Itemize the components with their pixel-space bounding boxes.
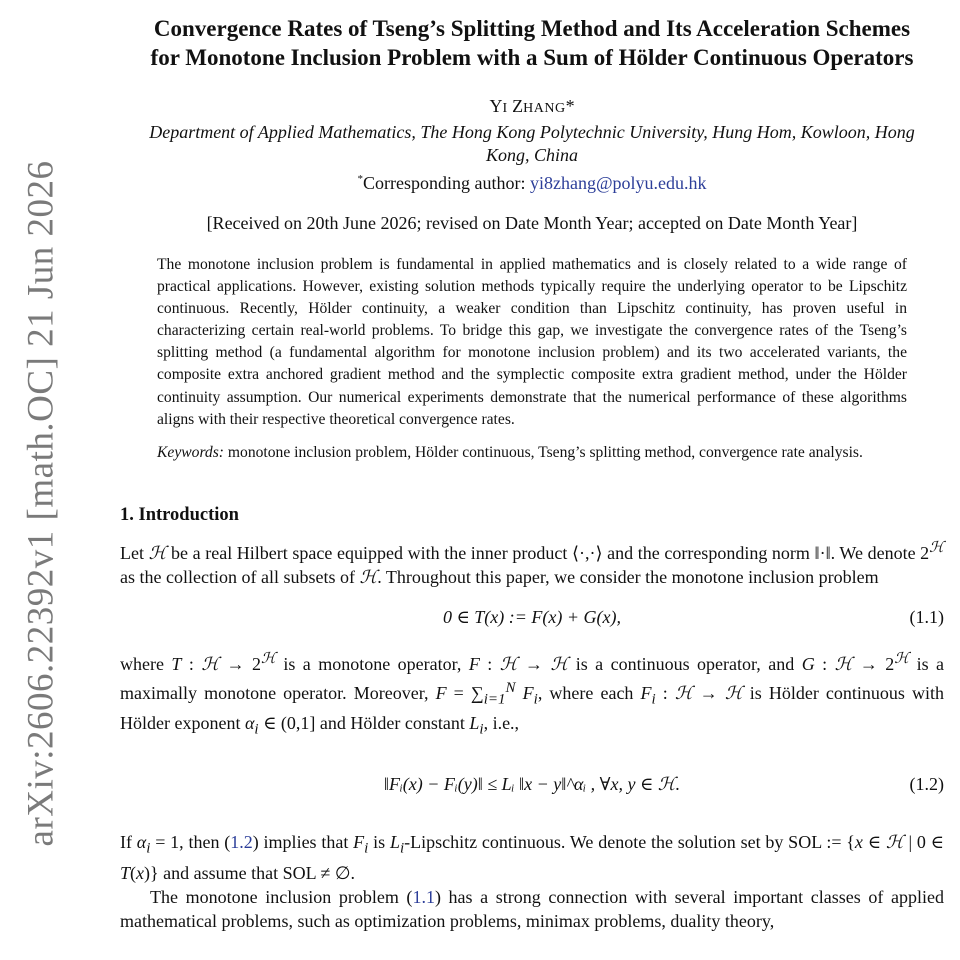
ref-eq-1-1[interactable]: 1.1 [412, 886, 435, 907]
arxiv-identifier: arXiv:2606.22392v1 [math.OC] 21 Jun 2026 [20, 160, 62, 846]
keywords [157, 442, 907, 464]
equation-1-2 [120, 768, 944, 808]
email-link[interactable]: yi8zhang@polyu.edu.hk [529, 173, 707, 193]
keywords-label: Keywords: [157, 443, 224, 461]
section-heading-introduction: 1. Introduction [120, 504, 239, 525]
equation-1-2-number: (1.2) [909, 774, 944, 795]
equation-1-2-body: ‖Fᵢ(x) − Fᵢ(y)‖ ≤ Lᵢ ‖x − y‖^αᵢ , ∀x, y ∈ ℋ. [383, 774, 681, 795]
author-name: YI ZHANG* [489, 96, 575, 116]
equation-1-1-body: 0 ∈ T(x) := F(x) + G(x), [442, 606, 622, 627]
intro-paragraph-3: If $\alpha_i = 1$, then (1.2) implies that $F_i$ is $L_i$-Lipschitz continuous. We denote the solution set by SOL := {x ∈ ℋ | 0 ∈ T(x)} and assume that SOL ≠ ∅. [120, 832, 944, 883]
received-dates: [Received on 20th June 2026; revised on Date Month Year; accepted on Date Month Year] [206, 213, 858, 233]
affiliation: Department of Applied Mathematics, The Hong Kong Polytechnic University, Hung Hom, Kowloon, Hong Kong, China [149, 122, 915, 165]
paper-title [120, 14, 944, 72]
corresponding-author: *Corresponding author: yi8zhang@polyu.edu.hk [357, 173, 707, 193]
intro-paragraph-2: where T : ℋ → $2^ℋ$ is a monotone operator, F : ℋ → ℋ is a continuous operator, and G : ℋ → $2^ℋ$ is a maximally monotone operator. Moreover, $F = \sum_{i=1}^N$ $F_i$, where each $F_i$ : ℋ → ℋ is Hölder continuous with Hölder exponent $\alpha_i$ ∈ (0,1] and Hölder constant $L_i$, i.e., [120, 650, 945, 739]
equation-1-1-number: (1.1) [909, 606, 944, 627]
intro-paragraph-4: The monotone inclusion problem (1.1) has a strong connection with several important classes of applied mathematical problems, such as optimization problems, minimax problems, duality theory, [120, 886, 944, 931]
title-line-2: for Monotone Inclusion Problem with a Sum of Hölder Continuous Operators [150, 45, 914, 70]
ref-eq-1-2[interactable]: 1.2 [230, 832, 253, 853]
abstract: The monotone inclusion problem is fundamental in applied mathematics and is closely related to a wide range of practical applications. However, existing solution methods typically require the underlying operator to be Lipschitz continuous. Recently, Hölder continuity, a weaker condition than Lipschitz continuity, has proven useful in characterizing certain real-world problems. To bridge this gap, we investigate the convergence rates of the Tseng’s splitting method (a fundamental algorithm for monotone inclusion problem) and its two accelerated variants, the composite extra anchored gradient method and the symplectic composite extra gradient method, under the Hölder continuity assumption. Our numerical experiments demonstrate that the numerical performance of these algorithms aligns with their respective theoretical convergence rates. [157, 256, 907, 428]
equation-1-1 [120, 601, 944, 635]
keywords-list: monotone inclusion problem, Hölder continuous, Tseng’s splitting method, convergence rate analysis. [224, 443, 863, 461]
arxiv-sidebar [18, 128, 64, 878]
intro-paragraph-1: Let ℋ be a real Hilbert space equipped with the inner product ⟨·,·⟩ and the corresponding norm ‖·‖. We denote $2^ℋ$ as the collection of all subsets of ℋ. Throughout this paper, we consider the monotone inclusion problem [120, 539, 944, 587]
title-line-1: Convergence Rates of Tseng’s Splitting Method and Its Acceleration Schemes [153, 16, 911, 41]
paper-page [120, 0, 944, 933]
